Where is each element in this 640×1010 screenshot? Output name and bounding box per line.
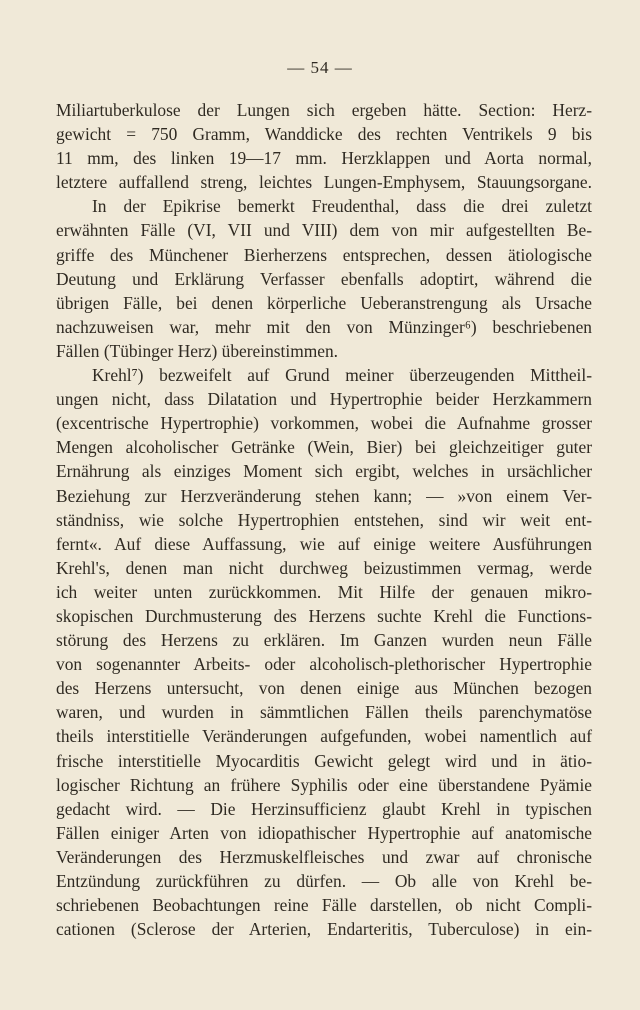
text-line: Ernährung als einziges Moment sich ergibt, welches in ursächlicher bbox=[56, 461, 592, 482]
text-line: nachzuweisen war, mehr mit den von Münzinger⁶) beschriebenen bbox=[56, 316, 592, 337]
text-line: erwähnten Fälle (VI, VII und VIII) dem von mir aufgestellten Be- bbox=[56, 220, 592, 241]
text-line: Veränderungen des Herzmuskelfleisches und zwar auf chronische bbox=[56, 846, 592, 867]
text-line: 11 mm, des linken 19—17 mm. Herzklappen und Aorta normal, bbox=[56, 148, 592, 169]
text-line: (excentrische Hypertrophie) vorkommen, wobei die Aufnahme grosser bbox=[56, 413, 592, 434]
text-line: fernt«. Auf diese Auffassung, wie auf einige weitere Ausführungen bbox=[56, 533, 592, 554]
text-line: skopischen Durchmusterung des Herzens suchte Krehl die Functions- bbox=[56, 605, 592, 626]
text-line: Fällen (Tübinger Herz) übereinstimmen. bbox=[56, 340, 339, 361]
text-line: In der Epikrise bemerkt Freudenthal, dass die drei zuletzt bbox=[92, 196, 592, 217]
text-line: logischer Richtung an frühere Syphilis oder eine überstandene Pyämie bbox=[56, 774, 592, 795]
text-line: übrigen Fälle, bei denen körperliche Ueberanstrengung als Ursache bbox=[56, 292, 592, 313]
text-line: Fällen einiger Arten von idiopathischer Hypertrophie auf anatomische bbox=[56, 822, 592, 843]
text-line: gedacht wird. — Die Herzinsufficienz glaubt Krehl in typischen bbox=[56, 798, 592, 819]
text-line: störung des Herzens zu erklären. Im Ganzen wurden neun Fälle bbox=[56, 630, 592, 651]
text-line: frische interstitielle Myocarditis Gewicht gelegt wird und in ätio- bbox=[56, 750, 592, 771]
text-line: griffe des Münchener Bierherzens entsprechen, dessen ätiologische bbox=[56, 244, 592, 265]
page-number-header: — 54 — bbox=[287, 58, 353, 77]
text-line: letztere auffallend streng, leichtes Lungen-Emphysem, Stauungsorgane. bbox=[56, 172, 592, 193]
text-line: Beziehung zur Herzveränderung stehen kann; — »von einem Ver- bbox=[56, 485, 592, 506]
text-line: Deutung und Erklärung Verfasser ebenfalls adoptirt, während die bbox=[56, 268, 592, 289]
text-line: theils interstitielle Veränderungen aufgefunden, wobei namentlich auf bbox=[56, 726, 592, 747]
text-line: Mengen alcoholischer Getränke (Wein, Bier) bei gleichzeitiger guter bbox=[56, 437, 592, 458]
text-line: ich weiter unten zurückkommen. Mit Hilfe der genauen mikro- bbox=[56, 581, 592, 602]
body-text bbox=[56, 98, 592, 941]
text-line: ständniss, wie solche Hypertrophien entstehen, sind wir weit ent- bbox=[56, 509, 592, 530]
text-line: Entzündung zurückführen zu dürfen. — Ob alle von Krehl be- bbox=[56, 871, 592, 891]
text-line: des Herzens untersucht, von denen einige aus München bezogen bbox=[56, 678, 592, 699]
text-line: cationen (Sclerose der Arterien, Endarteritis, Tuberculose) in ein- bbox=[56, 919, 592, 940]
text-line: Miliartuberkulose der Lungen sich ergeben hätte. Section: Herz- bbox=[56, 100, 592, 120]
text-line: Krehl⁷) bezweifelt auf Grund meiner überzeugenden Mittheil- bbox=[92, 365, 592, 386]
text-line: ungen nicht, dass Dilatation und Hypertrophie beider Herzkammern bbox=[56, 389, 592, 410]
text-line: gewicht = 750 Gramm, Wanddicke des rechten Ventrikels 9 bis bbox=[56, 124, 592, 145]
text-line: waren, und wurden in sämmtlichen Fällen theils parenchymatöse bbox=[56, 702, 592, 723]
text-line: Krehl's, denen man nicht durchweg beizustimmen vermag, werde bbox=[56, 557, 592, 578]
text-line: von sogenannter Arbeits- oder alcoholisch-plethorischer Hypertrophie bbox=[56, 654, 592, 675]
text-line: schriebenen Beobachtungen reine Fälle darstellen, ob nicht Compli- bbox=[56, 895, 592, 916]
